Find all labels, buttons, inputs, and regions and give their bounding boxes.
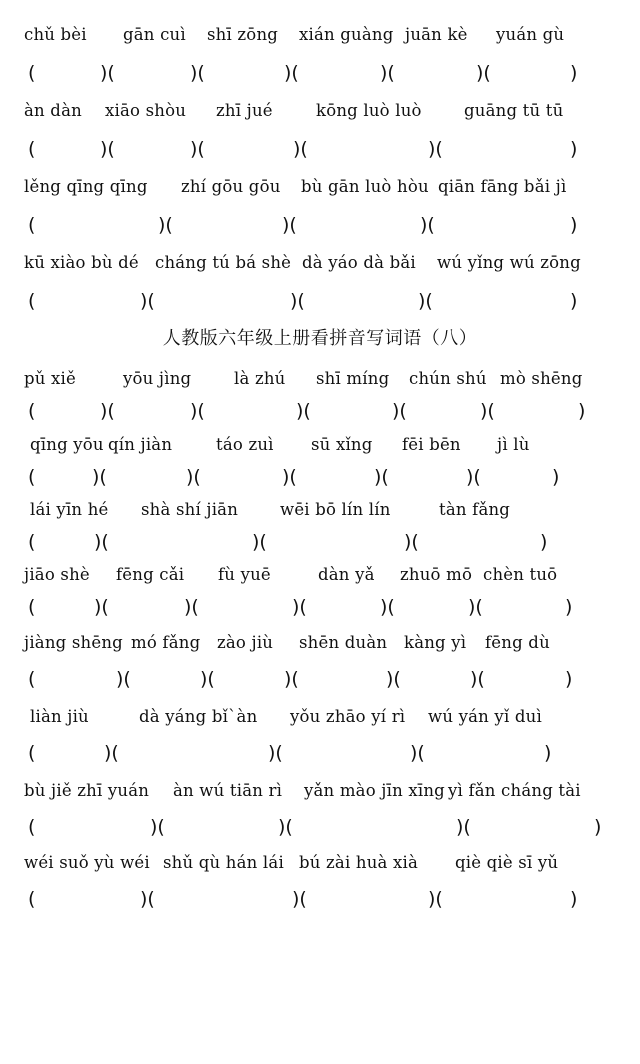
blank-bracket: )( [284, 668, 299, 690]
blank-bracket: )( [116, 668, 131, 690]
blank-bracket: ) [565, 596, 573, 618]
answer-blanks-row [0, 462, 640, 492]
pinyin-word: dà yáo dà bǎi [302, 253, 416, 272]
pinyin-word: shǔ qù hán lái [163, 853, 284, 872]
pinyin-word: zhī jué [216, 101, 273, 120]
pinyin-word: dàn yǎ [318, 565, 375, 584]
blank-bracket: ( [28, 400, 36, 422]
pinyin-word: qīng yōu [30, 435, 104, 454]
pinyin-row [0, 560, 640, 590]
pinyin-word: yuán gù [496, 25, 565, 44]
blank-bracket: )( [252, 531, 267, 553]
blank-bracket: )( [380, 596, 395, 618]
blank-bracket: )( [428, 138, 443, 160]
blank-bracket: ( [28, 138, 36, 160]
pinyin-word: liàn jiù [30, 707, 89, 726]
blank-bracket: ( [28, 290, 36, 312]
blank-bracket: ( [28, 888, 36, 910]
pinyin-word: yǎn mào jīn xīng [304, 781, 445, 800]
blank-bracket: )( [100, 62, 115, 84]
blank-bracket: )( [420, 214, 435, 236]
pinyin-row [0, 248, 640, 278]
pinyin-row [0, 364, 640, 394]
section-heading: 人教版六年级上册看拼音写词语（八） [162, 328, 478, 349]
blank-bracket: ) [570, 214, 578, 236]
pinyin-word: chún shú [409, 369, 487, 388]
pinyin-row [0, 848, 640, 878]
blank-bracket: )( [480, 400, 495, 422]
pinyin-word: mó fǎng [131, 633, 201, 652]
answer-blanks-row [0, 592, 640, 622]
blank-bracket: )( [456, 816, 471, 838]
pinyin-word: gān cuì [123, 25, 186, 44]
blank-bracket: )( [92, 466, 107, 488]
blank-bracket: )( [392, 400, 407, 422]
blank-bracket: )( [94, 596, 109, 618]
pinyin-word: tàn fǎng [439, 500, 511, 519]
blank-bracket: )( [470, 668, 485, 690]
pinyin-word: wú yán yǐ duì [428, 707, 542, 726]
blank-bracket: )( [284, 62, 299, 84]
pinyin-word: sū xǐng [311, 435, 373, 454]
pinyin-word: yì fǎn cháng tài [448, 781, 581, 800]
pinyin-row [0, 702, 640, 732]
blank-bracket: )( [292, 888, 307, 910]
blank-bracket: ) [578, 400, 586, 422]
pinyin-word: dà yáng bǐ`àn [139, 707, 258, 726]
answer-blanks-row [0, 812, 640, 842]
pinyin-word: chǔ bèi [24, 25, 87, 44]
pinyin-word: jiāo shè [24, 565, 90, 584]
pinyin-word: kàng yì [404, 633, 467, 652]
blank-bracket: )( [282, 214, 297, 236]
blank-bracket: ) [540, 531, 548, 553]
pinyin-word: zhí gōu gōu [181, 177, 281, 196]
pinyin-word: wēi bō lín lín [280, 500, 391, 519]
blank-bracket: )( [150, 816, 165, 838]
blank-bracket: ) [594, 816, 602, 838]
pinyin-word: qín jiàn [108, 435, 173, 454]
pinyin-word: qiān fāng bǎi jì [438, 177, 567, 196]
blank-bracket: ( [28, 816, 36, 838]
blank-bracket: ) [565, 668, 573, 690]
blank-bracket: )( [380, 62, 395, 84]
blank-bracket: )( [100, 138, 115, 160]
pinyin-word: yōu jìng [123, 369, 192, 388]
pinyin-word: pǔ xiě [24, 369, 76, 388]
pinyin-word: jì lù [497, 435, 530, 454]
answer-blanks-row [0, 527, 640, 557]
pinyin-word: àn wú tiān rì [173, 781, 283, 800]
pinyin-word: fēi bēn [402, 435, 461, 454]
blank-bracket: )( [292, 596, 307, 618]
blank-bracket: )( [140, 290, 155, 312]
pinyin-word: shēn duàn [299, 633, 388, 652]
pinyin-word: fēng cǎi [116, 565, 185, 584]
blank-bracket: )( [190, 138, 205, 160]
pinyin-word: mò shēng [500, 369, 583, 388]
blank-bracket: ( [28, 466, 36, 488]
pinyin-row [0, 495, 640, 525]
pinyin-word: wú yǐng wú zōng [437, 253, 581, 272]
answer-blanks-row [0, 664, 640, 694]
pinyin-row [0, 430, 640, 460]
blank-bracket: )( [200, 668, 215, 690]
pinyin-word: shà shí jiān [141, 500, 239, 519]
blank-bracket: )( [418, 290, 433, 312]
blank-bracket: )( [296, 400, 311, 422]
pinyin-word: kū xiào bù dé [24, 253, 139, 272]
blank-bracket: ( [28, 214, 36, 236]
answer-blanks-row [0, 738, 640, 768]
pinyin-word: fēng dù [485, 633, 550, 652]
answer-blanks-row [0, 134, 640, 164]
blank-bracket: )( [476, 62, 491, 84]
pinyin-word: xiāo shòu [105, 101, 187, 120]
blank-bracket: )( [100, 400, 115, 422]
pinyin-word: shī míng [316, 369, 390, 388]
pinyin-word: chèn tuō [483, 565, 558, 584]
blank-bracket: )( [158, 214, 173, 236]
blank-bracket: )( [190, 400, 205, 422]
blank-bracket: )( [290, 290, 305, 312]
pinyin-word: zào jiù [217, 633, 274, 652]
answer-blanks-row [0, 286, 640, 316]
pinyin-row [0, 96, 640, 126]
pinyin-word: là zhú [234, 369, 286, 388]
pinyin-row [0, 776, 640, 806]
blank-bracket: ) [570, 290, 578, 312]
blank-bracket: )( [468, 596, 483, 618]
blank-bracket: ) [544, 742, 552, 764]
blank-bracket: ) [570, 888, 578, 910]
blank-bracket: )( [293, 138, 308, 160]
answer-blanks-row [0, 210, 640, 240]
blank-bracket: ( [28, 531, 36, 553]
blank-bracket: )( [104, 742, 119, 764]
blank-bracket: )( [140, 888, 155, 910]
pinyin-word: fù yuē [218, 565, 271, 584]
pinyin-word: yǒu zhāo yí rì [290, 707, 406, 726]
answer-blanks-row [0, 396, 640, 426]
blank-bracket: )( [466, 466, 481, 488]
pinyin-word: bú zài huà xià [299, 853, 419, 872]
answer-blanks-row [0, 58, 640, 88]
blank-bracket: )( [410, 742, 425, 764]
blank-bracket: )( [190, 62, 205, 84]
blank-bracket: )( [186, 466, 201, 488]
pinyin-word: bù jiě zhī yuán [24, 781, 150, 800]
blank-bracket: )( [282, 466, 297, 488]
pinyin-word: bù gān luò hòu [301, 177, 429, 196]
blank-bracket: ( [28, 742, 36, 764]
blank-bracket: ( [28, 668, 36, 690]
blank-bracket: ) [570, 138, 578, 160]
blank-bracket: )( [404, 531, 419, 553]
pinyin-word: táo zuì [216, 435, 274, 454]
blank-bracket: ( [28, 596, 36, 618]
pinyin-word: wéi suǒ yù wéi [24, 853, 150, 872]
blank-bracket: )( [278, 816, 293, 838]
pinyin-word: lěng qīng qīng [24, 177, 148, 196]
blank-bracket: )( [386, 668, 401, 690]
pinyin-row [0, 628, 640, 658]
pinyin-word: kōng luò luò [316, 101, 422, 120]
pinyin-word: qiè qiè sī yǔ [455, 853, 559, 872]
pinyin-word: jiàng shēng [24, 633, 123, 652]
blank-bracket: ( [28, 62, 36, 84]
blank-bracket: )( [94, 531, 109, 553]
blank-bracket: )( [428, 888, 443, 910]
pinyin-word: àn dàn [24, 101, 82, 120]
blank-bracket: ) [552, 466, 560, 488]
pinyin-word: guāng tū tū [464, 101, 564, 120]
pinyin-row [0, 20, 640, 50]
blank-bracket: ) [570, 62, 578, 84]
pinyin-word: shī zōng [207, 25, 279, 44]
blank-bracket: )( [184, 596, 199, 618]
blank-bracket: )( [268, 742, 283, 764]
pinyin-word: zhuō mō [400, 565, 473, 584]
pinyin-word: juān kè [405, 25, 468, 44]
pinyin-word: lái yīn hé [30, 500, 109, 519]
pinyin-word: xián guàng [299, 25, 394, 44]
pinyin-row [0, 172, 640, 202]
answer-blanks-row [0, 884, 640, 914]
pinyin-word: cháng tú bá shè [155, 253, 292, 272]
blank-bracket: )( [374, 466, 389, 488]
